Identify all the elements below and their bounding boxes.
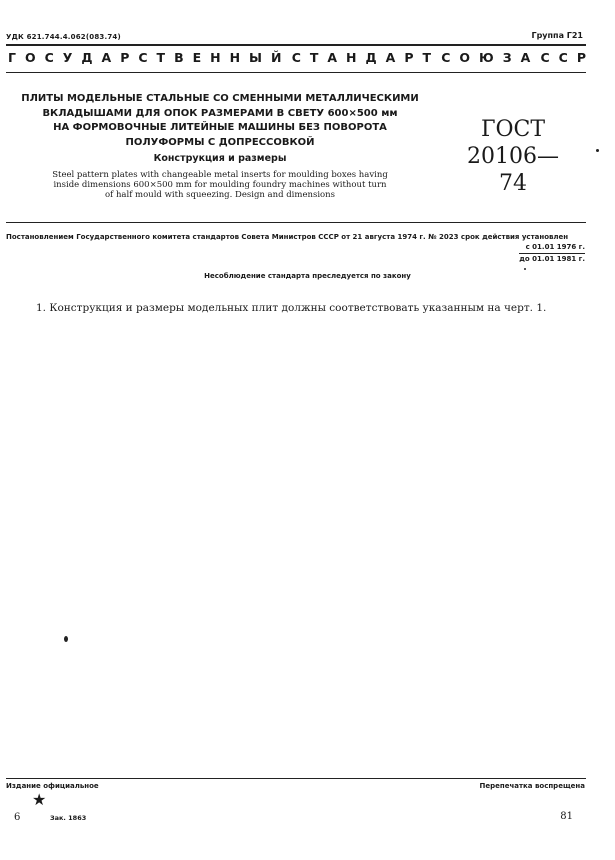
star-icon: ★ — [32, 790, 47, 809]
decree-date-to: до 01.01 1981 г. — [519, 255, 585, 263]
reprint-prohibited: Перепечатка воспрещена — [479, 782, 585, 790]
gost-designation — [458, 116, 568, 197]
enforcement-note: Несоблюдение стандарта преследуется по закону — [204, 272, 411, 280]
title-rule — [6, 222, 586, 223]
title-en-line: of half mould with squeezing. Design and dimensions — [104, 190, 335, 200]
footer-rule — [6, 778, 586, 779]
gost-label: ГОСТ — [480, 117, 546, 142]
state-standard-banner — [8, 50, 595, 65]
title-en-line: Steel pattern plates with changeable metal inserts for moulding boxes having — [52, 170, 388, 180]
ink-speck — [596, 149, 599, 152]
title-line: ПОЛУФОРМЫ С ДОПРЕССОВКОЙ — [125, 136, 315, 148]
banner-word: СОЮЗА — [441, 50, 540, 65]
page-number-right: 81 — [560, 811, 573, 822]
banner-word: ГОСУДАРСТВЕННЫЙ — [8, 50, 291, 65]
subtitle: Конструкция и размеры — [153, 153, 287, 164]
title-line: ПЛИТЫ МОДЕЛЬНЫЕ СТАЛЬНЫЕ СО СМЕННЫМИ МЕТАЛЛИЧЕСКИМИ — [21, 93, 419, 104]
udk-code: УДК 621.744.4.062(083.74) — [6, 33, 121, 41]
decree-text: Постановлением Государственного комитета стандартов Совета Министров СССР от 21 августа 1974 г. № 2023 срок действия установлен — [6, 233, 569, 241]
ink-speck — [64, 636, 68, 642]
title-english — [20, 170, 420, 200]
decree-dates — [519, 242, 585, 265]
banner-word: ССР — [540, 50, 595, 65]
title-en-line: inside dimensions 600×500 mm for moulding foundry machines without turn — [53, 180, 387, 190]
title-russian — [10, 92, 430, 150]
order-number: Зак. 1863 — [50, 814, 87, 822]
paragraph-1: 1. Конструкция и размеры модельных плит должны соответствовать указанным на черт. 1. — [36, 302, 547, 314]
banner-word: СТАНДАРТ — [291, 50, 441, 65]
group-code: Группа Г21 — [531, 31, 583, 40]
official-edition: Издание официальное — [6, 782, 99, 790]
title-line: НА ФОРМОВОЧНЫЕ ЛИТЕЙНЫЕ МАШИНЫ БЕЗ ПОВОРОТА — [53, 122, 387, 133]
gost-number: 20106—74 — [467, 144, 559, 196]
top-rule — [6, 44, 586, 46]
page-number-left: 6 — [14, 812, 21, 823]
banner-rule — [6, 72, 586, 73]
title-line: ВКЛАДЫШАМИ ДЛЯ ОПОК РАЗМЕРАМИ В СВЕТУ 600×500 мм — [42, 107, 398, 119]
ink-speck — [524, 268, 526, 270]
decree-date-from: с 01.01 1976 г. — [525, 243, 585, 251]
